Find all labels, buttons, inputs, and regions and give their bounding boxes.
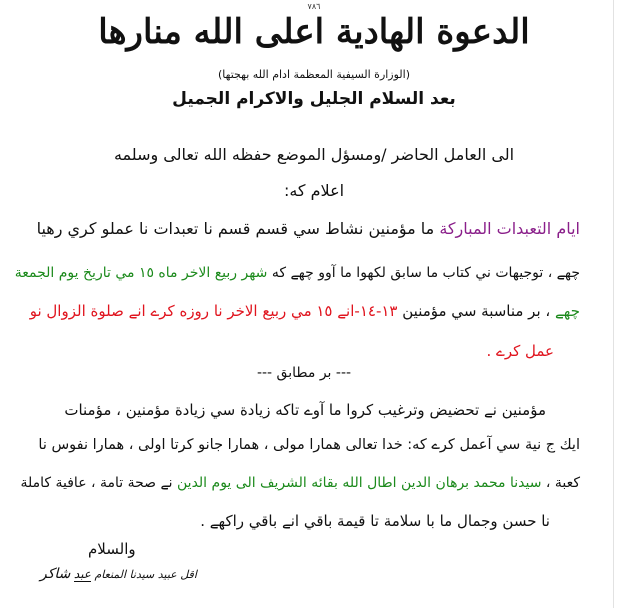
highlight-green: چهے: [555, 302, 580, 320]
letterhead-subtitle: (الوزارة السيفية المعظمة ادام الله بهجتها): [217, 68, 411, 81]
text: نے صحة تامة ، عافية كاملة: [20, 475, 178, 491]
closing: والسلام: [88, 540, 136, 558]
highlight-red: ١٣-١٤-انے ١٥ مي ربيع الاخر نا روزه كرے انے صلوة الزوال نو: [29, 302, 398, 320]
highlight-green: شهر ربيع الاخر ماه ١٥ مي تاريخ يوم الجمعة: [14, 265, 268, 281]
body-line-2: [15, 262, 580, 284]
text: چهے ، توجيهات ني كتاب ما سابق لكهوا ما آوو چهے كه: [267, 265, 580, 281]
addressee: الى العامل الحاضر /ومسؤل الموضع حفظه الله تعالى وسلمه: [113, 145, 515, 164]
text: ، بر مناسبة سي مؤمنين: [397, 302, 556, 320]
greeting: بعد السلام الجليل والاكرام الجميل: [172, 89, 456, 109]
text: ما مؤمنين نشاط سي قسم قسم نا تعبدات نا عملو كري رهيا: [36, 219, 440, 238]
para-line-1: مؤمنين نے تحضيض وترغيب كروا ما آوے تاكه زيادة سي زيادة مؤمنين ، مؤمنات: [64, 401, 546, 419]
body-line-1: [37, 218, 580, 240]
body-line-4: عمل كرے .: [486, 342, 554, 360]
text: كعبة ،: [541, 475, 580, 491]
signature-prefix: اقل عبيد سيدنا المنعام: [94, 568, 197, 581]
para-line-3: [20, 472, 580, 494]
announce-label: اعلام كه:: [283, 181, 345, 200]
according-divider: --- بر مطابق ---: [256, 365, 352, 381]
letterhead-number: ٧٨٦: [307, 2, 321, 11]
signature: [40, 566, 197, 582]
signature-suffix: شاكر: [40, 566, 71, 582]
body-line-3: [30, 300, 580, 322]
signature-name: عبد: [73, 567, 91, 581]
letterhead-title: الدعوة الهادية اعلى الله منارها: [98, 12, 530, 52]
para-line-2: ايك ج نية سي آعمل كرے كه: خدا تعالى همارا مولى ، همارا جانو كرتا اولى ، همارا نفوس نا: [38, 437, 580, 453]
highlight-purple: ايام التعبدات المباركة: [439, 219, 580, 238]
para-line-4: نا حسن وجمال ما با سلامة تا قيمة باقي انے باقي راكهے .: [200, 512, 550, 530]
highlight-green: سيدنا محمد برهان الدين اطال الله بقائه الشريف الى يوم الدين: [177, 475, 542, 491]
